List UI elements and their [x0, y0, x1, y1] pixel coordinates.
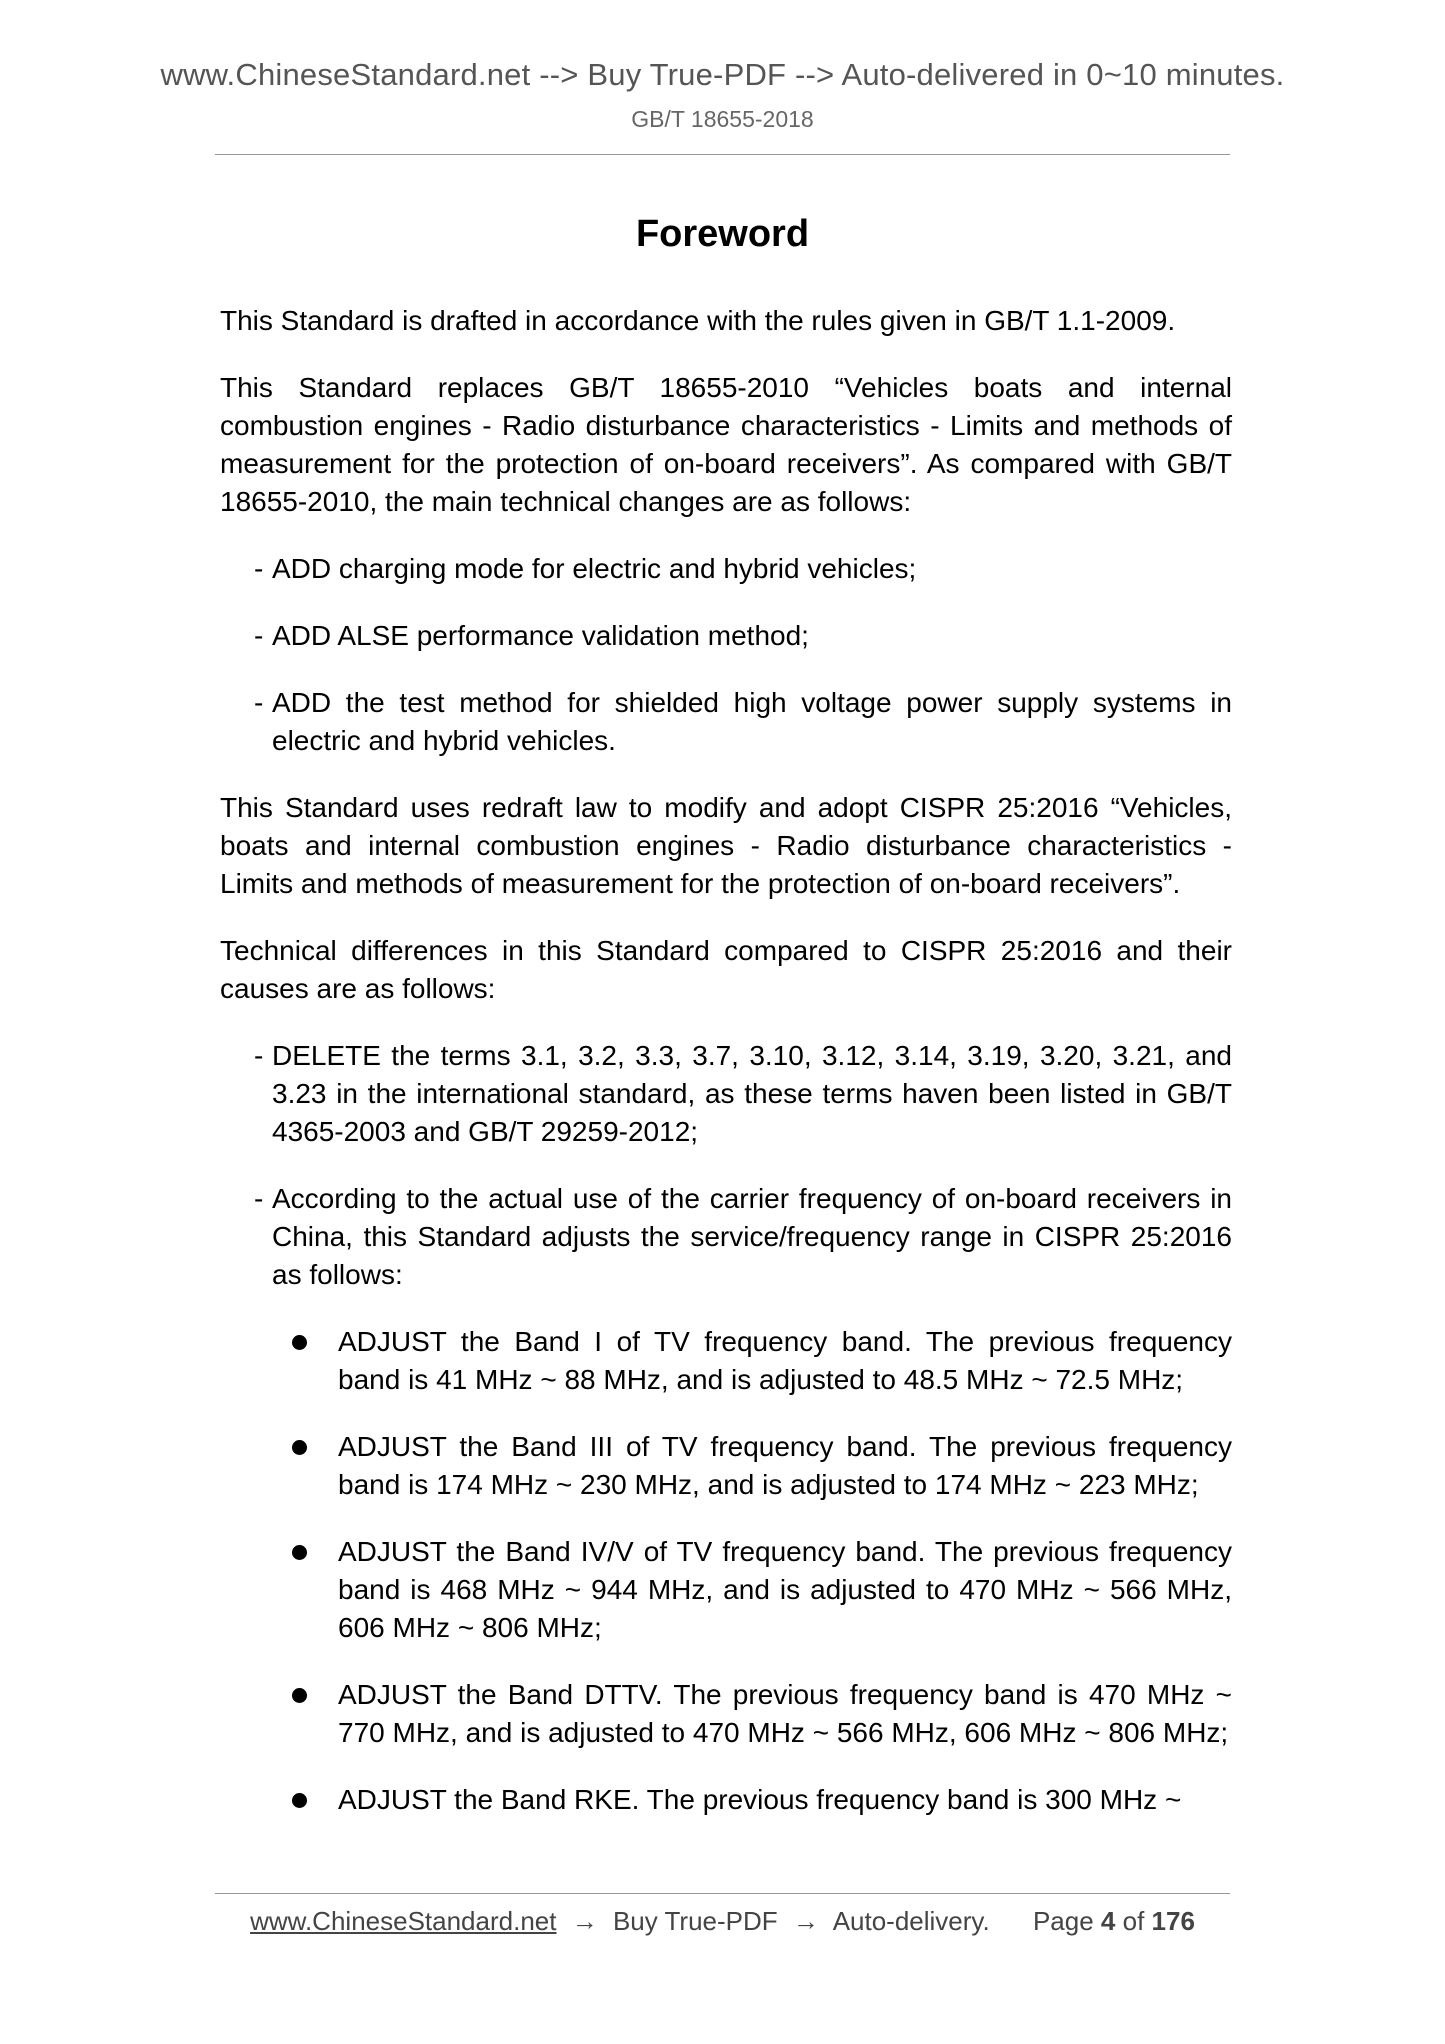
- arrow-right-icon: →: [571, 1906, 598, 1936]
- page-indicator: [1033, 1906, 1195, 1936]
- list-item-text: ADD charging mode for electric and hybrid vehicles;: [272, 553, 917, 584]
- bullet-item: [290, 1428, 1232, 1504]
- bullet-text: ADJUST the Band DTTV. The previous frequency band is 470 MHz ~ 770 MHz, and is adjusted to 470 MHz ~ 566 MHz, 606 MHz ~ 806 MHz;: [338, 1679, 1232, 1748]
- bullet-icon: [290, 1676, 338, 1752]
- list-item: [254, 617, 1232, 655]
- list-item-text: According to the actual use of the carrier frequency of on-board receivers in China, this Standard adjusts the service/frequency range in CISPR 25:2016 as follows:: [272, 1183, 1232, 1290]
- page-total: 176: [1151, 1906, 1195, 1936]
- paragraph: This Standard replaces GB/T 18655-2010 “Vehicles boats and internal combustion engines - Radio disturbance characteristics - Limits and methods of measurement for the protection of on-board receivers”. As compared with GB/T 18655-2010, the main technical changes are as follows:: [220, 372, 1232, 517]
- of-label: of: [1122, 1906, 1145, 1936]
- bullet-item: [290, 1676, 1232, 1752]
- bullet-icon: [290, 1533, 338, 1647]
- paragraph: This Standard is drafted in accordance with the rules given in GB/T 1.1-2009.: [220, 305, 1176, 336]
- bullet-text: ADJUST the Band III of TV frequency band. The previous frequency band is 174 MHz ~ 230 MHz, and is adjusted to 174 MHz ~ 223 MHz;: [338, 1431, 1232, 1500]
- list-item-text: ADD the test method for shielded high voltage power supply systems in electric and hybrid vehicles.: [272, 687, 1232, 756]
- list-item: [254, 1037, 1232, 1151]
- paragraph: Technical differences in this Standard compared to CISPR 25:2016 and their causes are as follows:: [220, 935, 1232, 1004]
- list-item: [254, 1180, 1232, 1294]
- footer: [0, 1906, 1445, 1937]
- footer-divider: [215, 1893, 1230, 1894]
- header-banner: www.ChineseStandard.net --> Buy True-PDF --> Auto-delivered in 0~10 minutes.: [160, 57, 1285, 92]
- list-item-text: ADD ALSE performance validation method;: [272, 620, 809, 651]
- dash-marker: -: [254, 1183, 264, 1214]
- bullet-icon: [290, 1781, 338, 1819]
- bullet-item: [290, 1781, 1232, 1819]
- bullet-text: ADJUST the Band I of TV frequency band. The previous frequency band is 41 MHz ~ 88 MHz, and is adjusted to 48.5 MHz ~ 72.5 MHz;: [338, 1326, 1232, 1395]
- page-number: 4: [1100, 1906, 1116, 1936]
- paragraph: This Standard uses redraft law to modify and adopt CISPR 25:2016 “Vehicles, boats and internal combustion engines - Radio disturbance characteristics - Limits and methods of measurement for the protection of on-board receivers”.: [220, 792, 1232, 899]
- footer-delivery-text: Auto-delivery.: [832, 1906, 990, 1936]
- document-body: [220, 302, 1232, 1848]
- bullet-text: ADJUST the Band IV/V of TV frequency band. The previous frequency band is 468 MHz ~ 944 MHz, and is adjusted to 470 MHz ~ 566 MHz, 606 MHz ~ 806 MHz;: [338, 1536, 1232, 1643]
- dash-marker: -: [254, 553, 264, 584]
- bullet-icon: [290, 1323, 338, 1399]
- bullet-text: ADJUST the Band RKE. The previous frequency band is 300 MHz ~: [338, 1784, 1182, 1815]
- footer-buy-text: Buy True-PDF: [612, 1906, 778, 1936]
- bullet-icon: [290, 1428, 338, 1504]
- page-label: Page: [1032, 1906, 1094, 1936]
- arrow-right-icon: →: [792, 1906, 819, 1936]
- list-item: [254, 550, 1232, 588]
- dash-marker: -: [254, 620, 264, 651]
- dash-marker: -: [254, 1040, 264, 1071]
- header-divider: [215, 154, 1230, 155]
- bullet-item: [290, 1533, 1232, 1647]
- page-title: Foreword: [635, 213, 810, 255]
- dash-marker: -: [254, 687, 264, 718]
- list-item-text: DELETE the terms 3.1, 3.2, 3.3, 3.7, 3.10, 3.12, 3.14, 3.19, 3.20, 3.21, and 3.23 in the international standard, as these terms haven been listed in GB/T 4365-2003 and GB/T 29259-2012;: [272, 1040, 1232, 1147]
- bullet-item: [290, 1323, 1232, 1399]
- footer-site-link[interactable]: www.ChineseStandard.net: [250, 1906, 557, 1936]
- standard-code: GB/T 18655-2018: [631, 106, 814, 132]
- list-item: [254, 684, 1232, 760]
